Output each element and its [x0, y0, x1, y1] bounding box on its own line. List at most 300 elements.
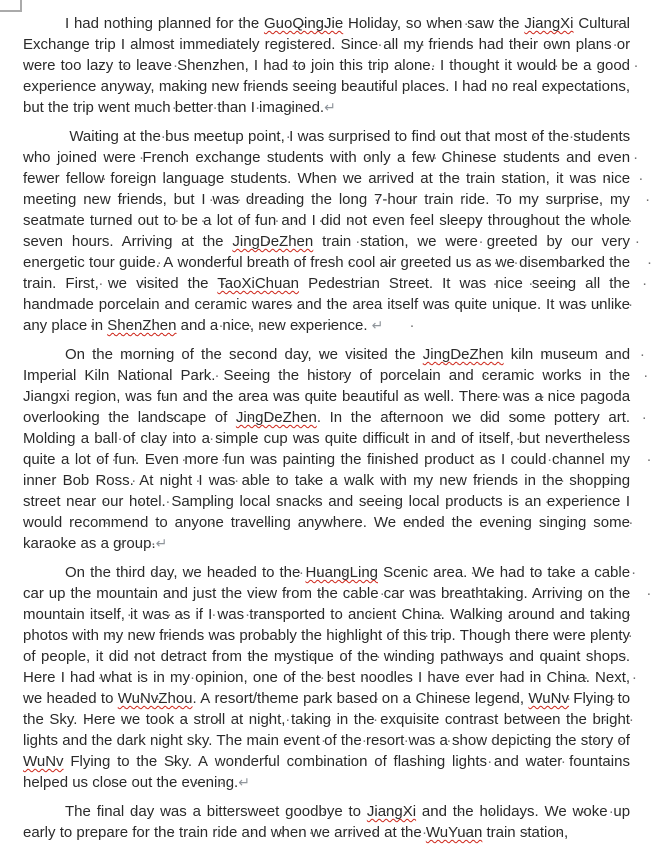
space-mark	[129, 648, 135, 665]
space-mark	[297, 627, 301, 644]
misspelled-word[interactable]: WuNv	[528, 690, 569, 707]
space-mark	[189, 128, 193, 145]
space-mark	[433, 275, 442, 292]
space-mark	[613, 732, 617, 749]
space-mark	[65, 669, 70, 686]
space-mark	[528, 585, 532, 602]
space-mark	[286, 317, 290, 334]
space-mark	[176, 212, 181, 229]
space-mark	[174, 711, 180, 728]
space-mark	[76, 367, 84, 384]
space-mark	[82, 57, 87, 74]
space-mark	[357, 430, 362, 447]
space-mark	[169, 606, 174, 623]
space-mark	[437, 233, 446, 250]
space-mark	[227, 409, 236, 426]
space-mark	[449, 78, 453, 95]
space-mark	[208, 388, 213, 405]
space-mark	[247, 99, 251, 116]
paragraph[interactable]: The· final· day· was· a· bittersweet· goodbye· to· JiangXi· and· the· holidays.· We· woke· up early· to· prepare· for· the· train· ride· and· when· we· arrived· at· the· WuYuan· train· station,	[23, 801, 630, 843]
space-mark	[91, 585, 96, 602]
space-mark	[374, 472, 380, 489]
space-mark	[304, 191, 311, 208]
space-mark	[116, 36, 121, 53]
misspelled-word[interactable]: WuYuan	[425, 824, 483, 841]
space-mark	[268, 648, 274, 665]
space-mark	[372, 409, 381, 426]
space-mark	[125, 606, 130, 623]
space-mark	[515, 254, 519, 271]
misspelled-word[interactable]: WuNv	[23, 753, 64, 770]
space-mark	[154, 803, 160, 820]
space-mark	[95, 669, 100, 686]
space-mark	[323, 472, 329, 489]
space-mark	[192, 472, 198, 489]
space-mark	[166, 493, 172, 510]
space-mark	[97, 149, 103, 166]
space-mark	[100, 409, 109, 426]
space-mark	[206, 191, 213, 208]
space-mark	[129, 409, 138, 426]
space-mark	[456, 430, 461, 447]
space-mark	[306, 254, 310, 271]
space-mark	[136, 128, 140, 145]
misspelled-word[interactable]: JingDeZhen	[235, 409, 317, 426]
space-mark	[239, 78, 243, 95]
space-mark	[571, 36, 576, 53]
space-mark	[540, 430, 545, 447]
space-mark	[500, 409, 509, 426]
space-mark	[153, 15, 158, 32]
space-mark	[543, 388, 548, 405]
space-mark	[380, 275, 389, 292]
space-mark	[435, 732, 439, 749]
space-mark	[188, 711, 194, 728]
space-mark	[267, 824, 271, 841]
space-mark	[110, 753, 117, 770]
space-mark	[504, 648, 510, 665]
paragraph[interactable]: On· the· morning· of· the· second· day,· we· visited· the· JingDeZhen· kiln· museum· and Imperial· Kiln· National· Park.· Seeing· the· history· of· porcelain· and· ceramic· works· in· the Jiangxi· region,· was· fun· and· the· area· was· quite· beautiful· as· well.· There· was· a· nice· pagoda overlooking· the· landscape· of· JingDeZhen.· In· the· afternoon· we· did· some· pottery· art. Molding· a· ball· of· clay· into· a· simple· cup· was· quite· difficult· in· and· of· itself,· but· nevertheless quite· a· lot· of· fun.· Even· more· fun· was· painting· the· finished· product· as· I· could· channel· my inner· Bob· Ross.· At· night· I· was· able· to· take· a· walk· with· my· new· friends· in· the· shopping street· near· our· hotel.· Sampling· local· snacks· and· seeing· local· products· is· an· experience· I would· recommend· to· anyone· travelling· anywhere.· We· ended· the· evening· singing· some karaoke· as· a· group.↵	[23, 344, 630, 554]
space-mark	[148, 514, 155, 531]
space-mark	[524, 669, 529, 686]
space-mark	[428, 564, 433, 581]
space-mark	[91, 803, 97, 820]
space-mark	[550, 170, 556, 187]
space-mark	[58, 732, 62, 749]
space-mark	[453, 191, 460, 208]
space-mark	[288, 57, 293, 74]
space-mark	[416, 803, 422, 820]
space-mark	[600, 409, 609, 426]
space-mark	[523, 275, 532, 292]
space-mark	[399, 388, 404, 405]
space-mark	[192, 753, 198, 770]
paragraph-mark-icon: ↵	[371, 317, 384, 333]
misspelled-word[interactable]: ShenZhen	[107, 317, 177, 334]
space-mark	[70, 388, 75, 405]
space-mark	[352, 648, 358, 665]
space-mark	[56, 451, 61, 468]
space-mark	[401, 15, 406, 32]
space-mark	[322, 296, 327, 313]
space-mark	[391, 149, 397, 166]
space-mark	[215, 367, 223, 384]
space-mark	[234, 15, 239, 32]
space-mark	[332, 690, 336, 707]
paragraph[interactable]: On· the· third· day,· we· headed· to· the· HuangLing· Scenic· area.· We· had· to· take· a· cable car· up· the· mountain· and· just· the· view· from· the· cable· car· was· breathtaking.· Arriving· on· the mountain· itself,· it· was· as· if· I· was· transported· to· ancient· China.· Walking· around· and· taking photos· with· my· new· friends· was· probably· the· highlight· of· this· trip.· Though· there· were· plenty of· people,· it· did· not· detract· from· the· mystique· of· the· winding· pathways· and· quaint· shops. Here· I· had· what· is· in· my· opinion,· one· of· the· best· noodles· I· have· ever· had· in· China.· Next, we· headed· to· WuNvZhou.· A· resort/theme· park· based· on· a· Chinese· legend,· WuNv· Flying· to the· Sky.· Here· we· took· a· stroll· at· night,· taking· in· the· exquisite· contrast· between· the· bright lights· and· the· dark· night· sky.· The· main· event· of· the· resort· was· a· show· depicting· the· story· of WuNv· Flying· to· the· Sky.· A· wonderful· combination· of· flashing· lights· and· water· fountains helped· us· close· out· the· evening.↵	[23, 562, 630, 793]
space-mark	[132, 669, 137, 686]
space-mark	[403, 493, 409, 510]
space-mark	[377, 690, 381, 707]
space-mark	[247, 296, 252, 313]
space-mark	[235, 627, 239, 644]
space-mark	[60, 170, 66, 187]
space-mark	[270, 472, 276, 489]
space-mark	[563, 170, 569, 187]
space-mark	[285, 711, 291, 728]
space-mark	[64, 753, 71, 770]
space-mark	[586, 627, 590, 644]
space-mark	[398, 36, 403, 53]
space-mark	[474, 430, 479, 447]
paragraph[interactable]: I· had· nothing· planned· for· the· GuoQingJie· Holiday,· so· when· saw· the· JiangXi· Cultural Exchange· trip· I· almost· immediately· registered.· Since· all· my· friends· had· their· own· plans· or were· too· lazy· to· leave· Shenzhen,· I· had· to· join· this· trip· alone.· I· thought· it· would· be· a· good experience· anyway,· making· new· friends· seeing· beautiful· places.· I· had· no· real· expectations, but· the· trip· went· much· better· than· I· imagined.↵	[23, 13, 630, 118]
space-mark	[445, 753, 452, 770]
space-mark	[334, 648, 340, 665]
space-mark	[378, 36, 383, 53]
space-mark	[411, 690, 415, 707]
space-mark	[335, 451, 340, 468]
space-mark	[495, 170, 501, 187]
space-mark	[187, 803, 193, 820]
space-mark	[148, 669, 153, 686]
space-mark	[471, 254, 475, 271]
space-mark	[422, 824, 426, 841]
space-mark	[492, 254, 496, 271]
space-mark	[65, 128, 69, 145]
space-mark	[439, 711, 445, 728]
space-mark	[258, 57, 263, 74]
space-mark	[397, 824, 401, 841]
space-mark	[586, 514, 593, 531]
space-mark	[270, 367, 278, 384]
space-mark	[388, 346, 395, 363]
misspelled-word[interactable]: WuNvZhou	[117, 690, 193, 707]
space-mark	[436, 585, 441, 602]
space-mark	[250, 212, 255, 229]
space-mark	[379, 585, 384, 602]
space-mark	[94, 99, 98, 116]
space-mark	[104, 170, 110, 187]
space-mark	[505, 451, 510, 468]
space-mark	[94, 296, 99, 313]
space-mark	[472, 514, 479, 531]
space-mark	[259, 36, 264, 53]
space-mark	[196, 430, 201, 447]
space-mark	[44, 585, 49, 602]
space-mark	[277, 346, 284, 363]
space-mark	[145, 564, 150, 581]
space-mark	[399, 627, 403, 644]
space-mark	[152, 774, 156, 791]
space-mark	[195, 191, 202, 208]
space-mark	[153, 472, 159, 489]
space-mark	[536, 472, 542, 489]
space-mark	[382, 296, 387, 313]
space-mark	[575, 388, 580, 405]
space-mark	[378, 648, 384, 665]
space-mark	[337, 78, 341, 95]
space-mark	[222, 346, 229, 363]
space-mark	[146, 732, 150, 749]
space-mark	[89, 430, 94, 447]
space-mark	[541, 493, 547, 510]
space-mark	[285, 128, 289, 145]
space-mark	[433, 472, 439, 489]
space-mark	[434, 212, 439, 229]
space-mark	[337, 732, 341, 749]
space-mark	[512, 57, 517, 74]
space-mark	[234, 493, 240, 510]
space-mark	[167, 191, 174, 208]
space-mark	[351, 367, 359, 384]
space-mark	[353, 493, 359, 510]
space-mark	[312, 585, 317, 602]
space-mark	[532, 514, 539, 531]
space-mark	[547, 451, 552, 468]
space-mark	[330, 824, 334, 841]
space-mark	[514, 430, 519, 447]
space-mark	[274, 564, 279, 581]
space-mark	[462, 15, 467, 32]
space-mark	[178, 388, 183, 405]
space-mark	[188, 585, 193, 602]
space-mark	[363, 57, 368, 74]
space-mark	[291, 514, 298, 531]
space-mark	[111, 191, 118, 208]
space-mark	[270, 493, 276, 510]
space-mark	[69, 451, 74, 468]
misspelled-word[interactable]: JingDeZhen	[422, 346, 504, 363]
misspelled-word[interactable]: TaoXiChuan	[217, 275, 300, 292]
space-mark	[320, 430, 325, 447]
space-mark	[605, 451, 610, 468]
space-mark	[324, 149, 330, 166]
space-mark	[224, 170, 230, 187]
space-mark	[69, 99, 73, 116]
space-mark	[598, 346, 605, 363]
space-mark	[583, 585, 588, 602]
space-mark	[503, 493, 509, 510]
misspelled-word[interactable]: JingDeZhen	[232, 233, 314, 250]
space-mark	[342, 409, 351, 426]
space-mark	[418, 296, 423, 313]
space-mark	[244, 128, 248, 145]
space-mark	[260, 149, 266, 166]
space-mark	[135, 430, 140, 447]
space-mark	[596, 170, 602, 187]
space-mark	[134, 472, 139, 489]
space-mark	[157, 753, 164, 770]
space-mark	[242, 732, 246, 749]
space-mark	[454, 388, 459, 405]
space-mark	[511, 627, 515, 644]
space-mark	[88, 774, 92, 791]
space-mark	[351, 233, 360, 250]
space-mark	[499, 57, 504, 74]
space-mark	[277, 585, 282, 602]
space-mark	[138, 606, 143, 623]
space-mark	[467, 564, 472, 581]
space-mark	[512, 191, 519, 208]
space-mark	[541, 669, 546, 686]
space-mark	[357, 149, 363, 166]
space-mark	[155, 78, 159, 95]
space-mark	[426, 430, 431, 447]
space-mark	[233, 388, 238, 405]
space-mark	[204, 627, 208, 644]
misspelled-word[interactable]: HuangLing	[305, 564, 378, 581]
space-mark	[312, 346, 319, 363]
space-mark	[545, 409, 554, 426]
space-mark	[530, 388, 535, 405]
space-mark	[90, 648, 96, 665]
space-mark	[96, 535, 100, 552]
space-mark	[343, 803, 349, 820]
space-mark	[112, 732, 116, 749]
space-mark	[56, 824, 60, 841]
space-mark	[585, 606, 590, 623]
space-mark	[173, 254, 177, 271]
space-mark	[396, 254, 400, 271]
space-mark	[555, 606, 560, 623]
misspelled-word[interactable]: JiangXi	[524, 15, 574, 32]
space-mark	[150, 824, 154, 841]
space-mark	[355, 669, 360, 686]
space-mark	[549, 627, 553, 644]
space-mark	[375, 711, 381, 728]
space-mark	[435, 149, 441, 166]
space-mark	[210, 690, 214, 707]
space-mark	[368, 753, 375, 770]
paragraph-mark-icon: ↵	[324, 99, 336, 115]
space-mark	[306, 57, 311, 74]
document-body[interactable]	[23, 13, 630, 843]
space-mark	[367, 514, 374, 531]
space-mark	[130, 753, 137, 770]
space-mark	[460, 170, 466, 187]
space-mark	[422, 669, 427, 686]
space-mark	[458, 78, 462, 95]
space-mark	[194, 346, 201, 363]
space-mark	[292, 296, 297, 313]
space-mark	[581, 367, 589, 384]
space-mark	[113, 57, 118, 74]
space-mark	[372, 367, 380, 384]
misspelled-word[interactable]: GuoQingJie	[263, 15, 344, 32]
space-mark	[62, 514, 69, 531]
space-mark	[293, 128, 297, 145]
space-mark	[178, 564, 183, 581]
space-mark	[85, 346, 92, 363]
space-mark	[576, 564, 581, 581]
space-mark	[451, 254, 455, 271]
space-mark	[578, 57, 583, 74]
space-mark	[299, 275, 308, 292]
space-mark	[207, 78, 211, 95]
space-mark	[471, 409, 480, 426]
space-mark	[210, 430, 215, 447]
space-mark	[496, 451, 501, 468]
space-mark	[68, 774, 72, 791]
space-mark	[291, 170, 297, 187]
space-mark	[258, 430, 263, 447]
space-mark	[436, 128, 440, 145]
space-mark	[404, 732, 408, 749]
space-mark	[407, 472, 413, 489]
space-mark	[76, 191, 83, 208]
space-mark	[198, 212, 203, 229]
space-mark	[560, 149, 566, 166]
space-mark	[416, 346, 423, 363]
space-mark	[268, 388, 273, 405]
space-mark	[206, 317, 210, 334]
space-mark	[259, 15, 264, 32]
space-mark	[277, 451, 282, 468]
space-mark	[533, 346, 540, 363]
paragraph[interactable]: · Waiting· at· the· bus· meetup· point,· I· was· surprised· to· find· out· that· most· of· the· students who· joined· were· French· exchange· students· with· only· a· few· Chinese· students· and· even fewer· fellow· foreign· language· students.· When· we· arrived· at· the· train· station,· it· was· nice meeting· new· friends,· but· I· was· dreading· the· long· 7-hour· train· ride.· To· my· surprise,· my seatmate· turned· out· to· be· a· lot· of· fun· and· I· did· not· even· feel· sleepy· throughout· the· whole seven· hours.· Arriving· at· the· JingDeZhen· train· station,· we· were· greeted· by· our· very energetic· tour· guide.· A· wonderful· breath· of· fresh· cool· air· greeted· us· as· we· disembarked· the train.· First,· we· visited· the· TaoXiChuan· Pedestrian· Street.· It· was· nice· seeing· all· the handmade· porcelain· and· ceramic· wares· and· the· area· itself· was· quite· unique.· It· was· unlike any· place· in· ShenZhen· and· a· nice,· new· experience.· ↵	[23, 126, 630, 336]
space-mark	[109, 535, 113, 552]
space-mark	[103, 317, 107, 334]
space-mark	[398, 690, 402, 707]
space-mark	[155, 648, 161, 665]
space-mark	[367, 212, 372, 229]
space-mark	[331, 711, 337, 728]
misspelled-word[interactable]: JiangXi	[366, 803, 417, 820]
space-mark	[516, 824, 520, 841]
space-mark	[213, 99, 217, 116]
space-mark	[190, 606, 195, 623]
space-mark	[174, 36, 179, 53]
space-mark	[77, 711, 83, 728]
space-mark	[278, 669, 283, 686]
space-mark	[504, 346, 511, 363]
space-mark	[212, 732, 216, 749]
space-mark	[61, 493, 67, 510]
space-mark	[206, 409, 215, 426]
space-mark	[87, 317, 91, 334]
space-mark	[177, 774, 181, 791]
space-mark	[335, 36, 340, 53]
space-mark	[47, 317, 51, 334]
space-mark	[368, 317, 372, 334]
space-mark	[276, 212, 281, 229]
space-mark	[419, 451, 424, 468]
space-mark	[539, 191, 546, 208]
space-mark	[323, 493, 329, 510]
space-mark	[604, 585, 609, 602]
space-mark	[307, 824, 311, 841]
space-mark	[538, 36, 543, 53]
space-mark	[612, 36, 617, 53]
space-mark	[325, 606, 330, 623]
space-mark	[471, 690, 475, 707]
space-mark	[378, 564, 383, 581]
space-mark	[338, 472, 344, 489]
space-mark	[99, 15, 104, 32]
space-mark	[118, 430, 123, 447]
space-mark	[242, 585, 247, 602]
space-mark	[225, 711, 231, 728]
